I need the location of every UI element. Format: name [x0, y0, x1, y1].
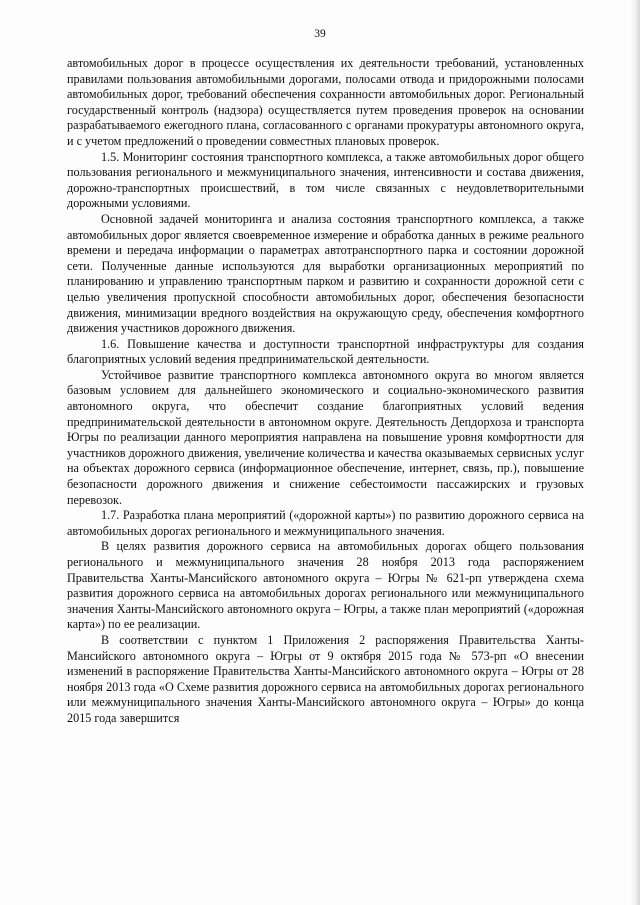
document-body	[67, 56, 584, 727]
paragraph-control-continuation: автомобильных дорог в процессе осуществления их деятельности требований, установленных правилами пользования автомобильными дорогами, полосами отвода и придорожными полосами автомобильных дорог, требований обеспечения сохранности автомобильных дорог. Региональный государственный контроль (надзора) осуществляется путем проведения проверок на основании разрабатываемого ежегодного плана, согласованного с органами прокуратуры автономного округа, и с учетом предложений о проведении совместных плановых проверок.	[67, 56, 584, 148]
paragraph-1-7-roadmap: 1.7. Разработка плана мероприятий («дорожной карты») по развитию дорожного сервиса на автомобильных дорогах регионального и межмуниципального значения.	[67, 508, 584, 538]
paragraph-1-6-infrastructure: 1.6. Повышение качества и доступности транспортной инфраструктуры для создания благоприятных условий ведения предпринимательской деятельности.	[67, 336, 584, 367]
paragraph-sustainable-development: Устойчивое развитие транспортного комплекса автономного округа во многом является базовым условием для дальнейшего экономического и социально-экономического развития автономного округа, что обеспечит создание благоприятных условий ведения предпринимательской деятельности в автономном округе. Деятельность Депдорхоза и транспорта Югры по реализации данного мероприятия направлена на повышение уровня комфортности для участников дорожного движения, увеличение количества и качества оказываемых сервисных услуг на объектах дорожного сервиса (информационное обеспечение, интернет, связь, пр.), повышение безопасности дорожного движения и снижение себестоимости пассажирских и грузовых перевозок.	[67, 367, 584, 507]
paragraph-monitoring-task: Основной задачей мониторинга и анализа состояния транспортного комплекса, а также автомобильных дорог является своевременное измерение и обработка данных в режиме реального времени и передача информации о параметрах автотранспортного парка и состоянии дорожной сети. Полученные данные используются для выработки организационных мероприятий по планированию и управлению транспортным парком и развитию и сохранности дорожной сети с целью увеличения пропускной способности автомобильных дорог, обеспечения безопасности движения, минимизации вредного воздействия на окружающую среду, обеспечения комфортного движения участников дорожного движения.	[67, 211, 584, 336]
paragraph-appendix-reference: В соответствии с пунктом 1 Приложения 2 распоряжения Правительства Ханты-Мансийского автономного округа – Югры от 9 октября 2015 года № 573-рп «О внесении изменений в распоряжение Правительства Ханты-Мансийского автономного округа – Югры от 28 ноября 2013 года «О Схеме развития дорожного сервиса на автомобильных дорогах регионального или межмуниципального значения Ханты-Мансийского автономного округа – Югры» до конца 2015 года завершится	[67, 632, 584, 725]
scan-edge-shadow	[630, 0, 640, 905]
page-number: 39	[314, 28, 326, 40]
paragraph-road-service-scheme: В целях развития дорожного сервиса на автомобильных дорогах общего пользования регионального и межмуниципального значения 28 ноября 2013 года распоряжением Правительства Ханты-Мансийского автономного округа – Югры № 621-рп утверждена схема развития дорожного сервиса на автомобильных дорогах регионального или межмуниципального значения Ханты-Мансийского автономного округа – Югры, а также план мероприятий («дорожная карта») по ее реализации.	[67, 539, 584, 632]
paragraph-1-5-monitoring: 1.5. Мониторинг состояния транспортного комплекса, а также автомобильных дорог общего пользования регионального и межмуниципального значения, интенсивности и состава движения, дорожно-транспортных происшествий, в том числе связанных с неудовлетворительными дорожными условиями.	[67, 149, 584, 211]
